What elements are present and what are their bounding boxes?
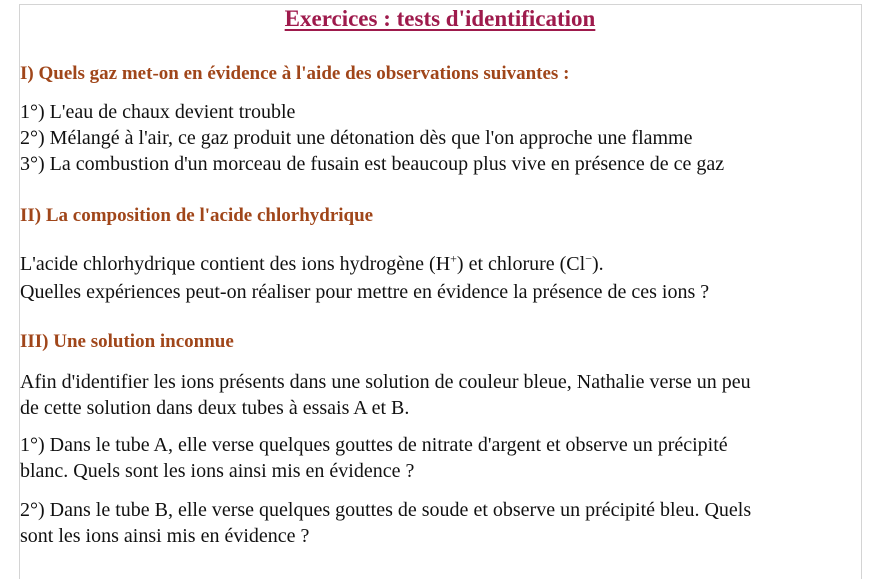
section-2-line-1-mid: ) et chlorure (Cl — [456, 253, 586, 275]
section-3-question-1-line-2: blanc. Quels sont les ions ainsi mis en évidence ? — [20, 460, 415, 482]
section-2-line-1 — [20, 251, 604, 277]
section-2-heading: II) La composition de l'acide chlorhydrique — [20, 205, 374, 226]
section-2-line-1-start: L'acide chlorhydrique contient des ions hydrogène (H — [20, 253, 451, 275]
section-2-line-1-end: ). — [591, 253, 604, 275]
section-2-line-2: Quelles expériences peut-on réaliser pour mettre en évidence la présence de ces ions ? — [20, 281, 710, 303]
section-3-question-2-line-1: 2°) Dans le tube B, elle verse quelques gouttes de soude et observe un précipité bleu. Quels — [20, 499, 752, 521]
page-title-text: Exercices : tests d'identification — [284, 6, 596, 31]
section-3-question-1-line-1: 1°) Dans le tube A, elle verse quelques gouttes de nitrate d'argent et observe un précipité — [20, 434, 728, 456]
section-1-item-1: 1°) L'eau de chaux devient trouble — [20, 101, 296, 123]
section-3-heading: III) Une solution inconnue — [20, 331, 234, 352]
hydrogen-charge: + — [450, 251, 457, 266]
section-1-item-2: 2°) Mélangé à l'air, ce gaz produit une détonation dès que l'on approche une flamme — [20, 127, 693, 149]
chloride-charge: − — [585, 251, 592, 266]
section-1-item-3: 3°) La combustion d'un morceau de fusain est beaucoup plus vive en présence de ce gaz — [20, 153, 725, 175]
page-title — [0, 5, 880, 33]
section-1-heading: I) Quels gaz met-on en évidence à l'aide des observations suivantes : — [20, 63, 570, 84]
section-3-question-2-line-2: sont les ions ainsi mis en évidence ? — [20, 525, 310, 547]
section-3-intro-line-2: de cette solution dans deux tubes à essais A et B. — [20, 397, 410, 419]
section-3-intro-line-1: Afin d'identifier les ions présents dans une solution de couleur bleue, Nathalie verse un peu — [20, 371, 751, 393]
